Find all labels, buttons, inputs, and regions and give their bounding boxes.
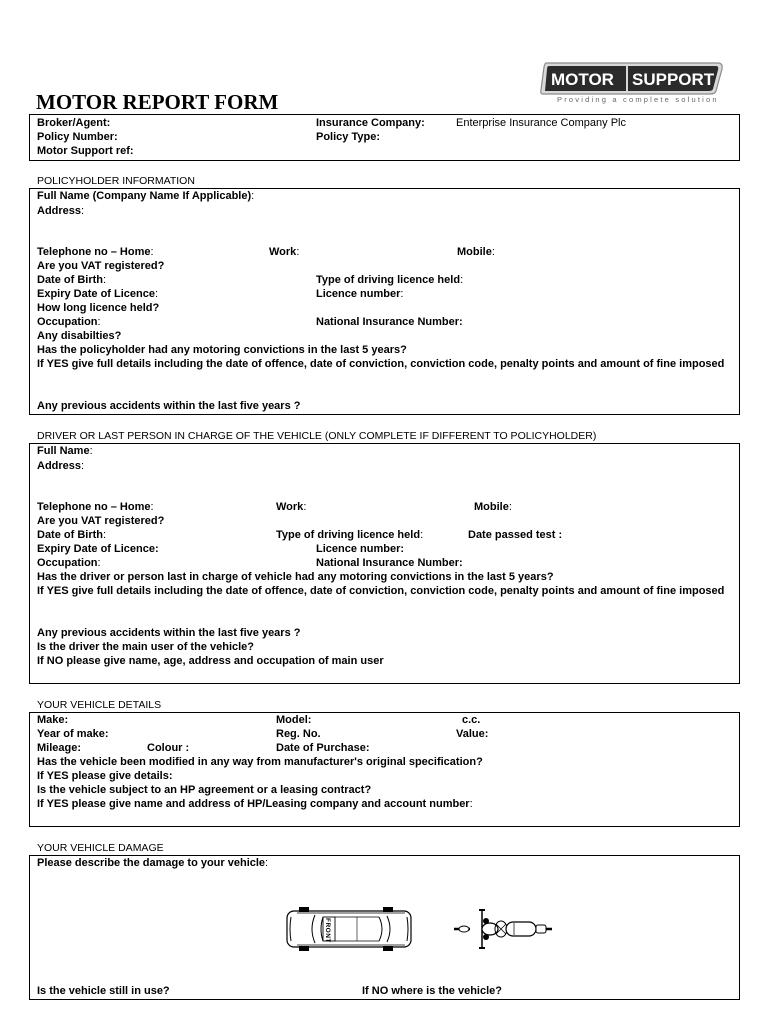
dr-dob-text: Date of Birth [37, 529, 103, 541]
veh-model-label: Model: [276, 714, 312, 726]
ph-mobile-label: Mobile: [457, 246, 495, 258]
logo-word-motor: MOTOR [551, 70, 614, 89]
ph-licence-number-text: Licence number [316, 288, 401, 300]
dr-accidents-label: Any previous accidents within the last five years ? [37, 627, 301, 639]
policy-type-label: Policy Type: [316, 131, 380, 143]
veh-purchase-label: Date of Purchase: [276, 742, 370, 754]
ph-address-label: Address: [37, 205, 85, 217]
dr-occupation-label: Occupation: [37, 557, 101, 569]
dr-occupation-text: Occupation [37, 557, 98, 569]
dmg-in-use-label: Is the vehicle still in use? [37, 985, 170, 997]
motor-support-ref-label: Motor Support ref: [37, 145, 134, 157]
ph-mobile-text: Mobile [457, 246, 492, 258]
ph-dob-text: Date of Birth [37, 274, 103, 286]
dr-work-label: Work: [276, 501, 307, 513]
ph-tel-home-label: Telephone no – Home: [37, 246, 154, 258]
ph-work-label: Work: [269, 246, 300, 258]
insurance-company-label: Insurance Company: [316, 117, 425, 129]
driver-heading: DRIVER OR LAST PERSON IN CHARGE OF THE VEHICLE (ONLY COMPLETE IF DIFFERENT TO POLICYHOLDER) [37, 430, 597, 442]
motorbike-top-view-icon [452, 906, 554, 952]
ph-dob-label: Date of Birth: [37, 274, 107, 286]
ph-full-name-label: Full Name (Company Name If Applicable): [37, 190, 255, 202]
veh-colour-label: Colour : [147, 742, 190, 754]
ph-occupation-text: Occupation [37, 316, 98, 328]
ph-accidents-label: Any previous accidents within the last five years ? [37, 400, 301, 412]
ph-occupation-label: Occupation: [37, 316, 101, 328]
ph-disabilities-label: Any disabilties? [37, 330, 122, 342]
ph-work-text: Work [269, 246, 297, 258]
veh-mileage-label: Mileage: [37, 742, 82, 754]
form-title: MOTOR REPORT FORM [36, 90, 279, 114]
veh-modified-label: Has the vehicle been modified in any way from manufacturer's original specification? [37, 756, 483, 768]
dr-tel-home-label: Telephone no – Home: [37, 501, 154, 513]
dr-main-user-label: Is the driver the main user of the vehicle? [37, 641, 255, 653]
dr-vat-label: Are you VAT registered? [37, 515, 165, 527]
dr-work-text: Work [276, 501, 304, 513]
car-front-label: FRONT [324, 918, 331, 943]
policy-number-label: Policy Number: [37, 131, 118, 143]
ph-address-text: Address [37, 205, 82, 217]
ph-expiry-text: Expiry Date of Licence [37, 288, 155, 300]
car-diagram [285, 905, 413, 956]
logo-badge [540, 61, 724, 95]
damage-heading: YOUR VEHICLE DAMAGE [37, 842, 164, 854]
ph-licence-number-label: Licence number: [316, 288, 404, 300]
insurance-company-value: Enterprise Insurance Company Plc [456, 117, 626, 129]
veh-make-label: Make: [37, 714, 69, 726]
dr-mobile-text: Mobile [474, 501, 509, 513]
motorbike-diagram [452, 906, 554, 955]
policyholder-heading: POLICYHOLDER INFORMATION [37, 175, 195, 187]
ph-if-yes-label: If YES give full details including the date of offence, date of conviction, conviction code, penalty points and amount of fine imposed [37, 358, 725, 370]
ph-ni-label: National Insurance Number: [316, 316, 463, 328]
vehicle-heading: YOUR VEHICLE DETAILS [37, 699, 162, 711]
veh-hp-label: Is the vehicle subject to an HP agreement or a leasing contract? [37, 784, 372, 796]
logo-word-support: SUPPORT [632, 70, 715, 89]
logo-tagline: Providing a complete solution [557, 95, 719, 104]
dr-if-no-label: If NO please give name, age, address and occupation of main user [37, 655, 384, 667]
dr-licence-type-text: Type of driving licence held [276, 529, 421, 541]
veh-cc-label: c.c. [462, 714, 481, 726]
broker-label: Broker/Agent: [37, 117, 111, 129]
dr-convictions-label: Has the driver or person last in charge of vehicle had any motoring convictions in the last 5 years? [37, 571, 554, 583]
veh-value-label: Value: [456, 728, 489, 740]
veh-if-yes-hp-text: If YES please give name and address of HP/Leasing company and account number [37, 798, 470, 810]
ph-vat-label: Are you VAT registered? [37, 260, 165, 272]
dr-full-name-text: Full Name [37, 445, 90, 457]
dr-full-name-label: Full Name: [37, 445, 93, 457]
dr-date-passed-label: Date passed test : [468, 529, 563, 541]
dr-address-text: Address [37, 460, 82, 472]
veh-if-yes-hp-label: If YES please give name and address of HP/Leasing company and account number: [37, 798, 473, 810]
ph-convictions-label: Has the policyholder had any motoring convictions in the last 5 years? [37, 344, 407, 356]
dr-mobile-label: Mobile: [474, 501, 512, 513]
veh-if-yes-details-label: If YES please give details: [37, 770, 173, 782]
dr-licence-type-label: Type of driving licence held: [276, 529, 424, 541]
dmg-describe-label: Please describe the damage to your vehicle: [37, 857, 269, 869]
ph-licence-type-text: Type of driving licence held [316, 274, 461, 286]
dr-expiry-label: Expiry Date of Licence: [37, 543, 159, 555]
car-top-view-icon [285, 905, 413, 953]
motor-support-logo [540, 61, 724, 95]
ph-how-long-label: How long licence held? [37, 302, 160, 314]
dr-dob-label: Date of Birth: [37, 529, 107, 541]
dr-licence-number-label: Licence number: [316, 543, 405, 555]
dr-address-label: Address: [37, 460, 85, 472]
veh-year-label: Year of make: [37, 728, 109, 740]
ph-tel-home-text: Telephone no – Home [37, 246, 151, 258]
dr-if-yes-label: If YES give full details including the date of offence, date of conviction, conviction code, penalty points and amount of fine imposed [37, 585, 725, 597]
ph-expiry-label: Expiry Date of Licence: [37, 288, 159, 300]
ph-licence-type-label: Type of driving licence held: [316, 274, 464, 286]
dr-tel-home-text: Telephone no – Home [37, 501, 151, 513]
dr-ni-label: National Insurance Number: [316, 557, 463, 569]
dmg-where-label: If NO where is the vehicle? [362, 985, 502, 997]
ph-full-name-text: Full Name (Company Name If Applicable) [37, 190, 252, 202]
veh-reg-label: Reg. No. [276, 728, 321, 740]
dmg-describe-text: Please describe the damage to your vehicle [37, 857, 266, 869]
